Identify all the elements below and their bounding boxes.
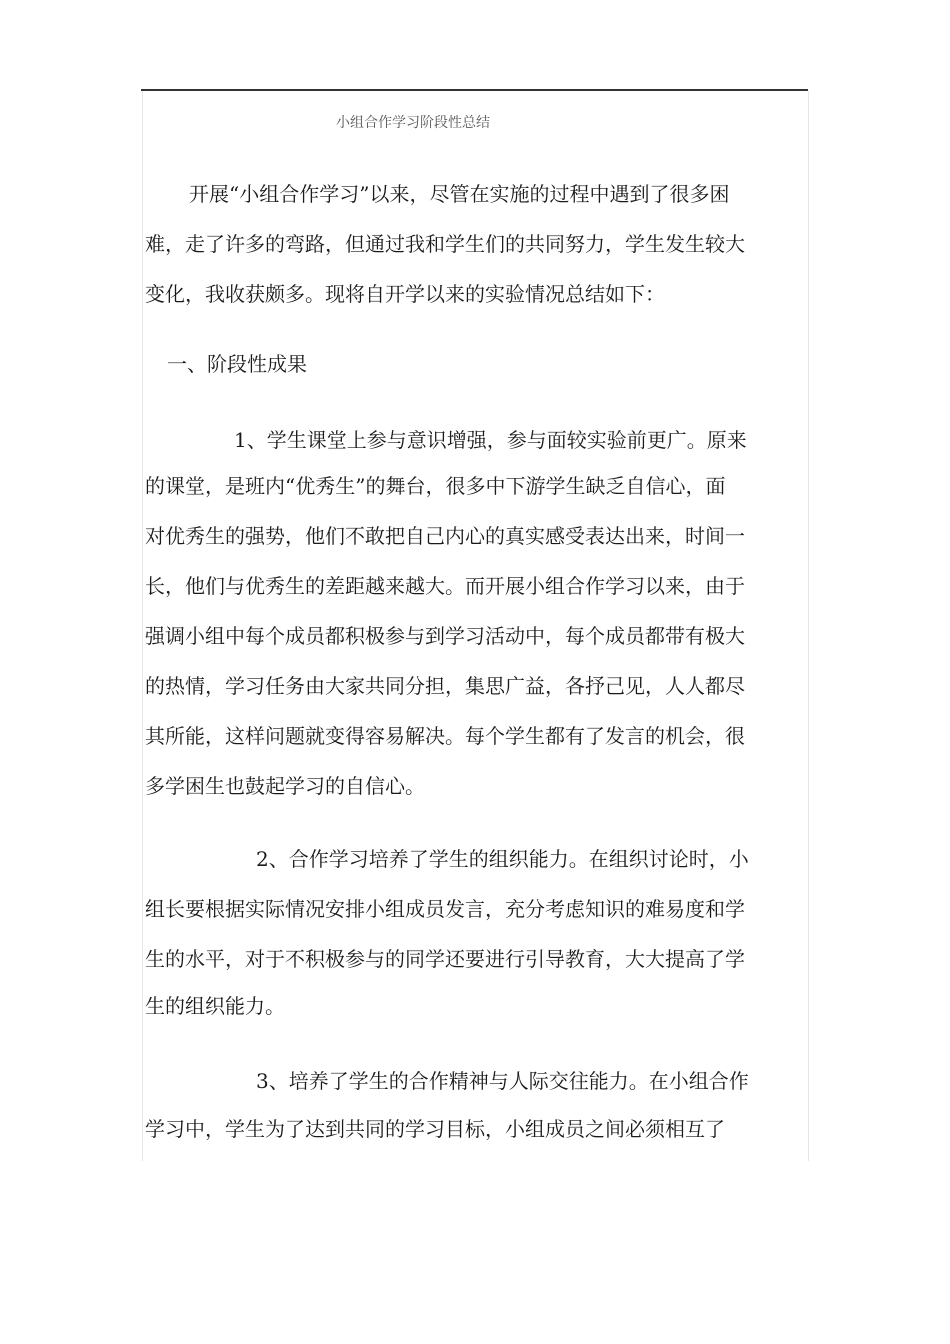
- section-heading: 一、阶段性成果: [167, 352, 307, 376]
- paragraph-line: 强调小组中每个成员都积极参与到学习活动中，每个成员都带有极大: [145, 624, 745, 648]
- paragraph-line: 的课堂，是班内“优秀生”的舞台，很多中下游学生缺乏自信心，面: [145, 474, 726, 498]
- paragraph-line: 开展“小组合作学习”以来，尽管在实施的过程中遇到了很多困: [189, 182, 730, 206]
- paragraph-line: 的热情，学习任务由大家共同分担，集思广益，各抒己见，人人都尽: [145, 674, 745, 698]
- paragraph-line: 2、合作学习培养了学生的组织能力。在组织讨论时，小: [256, 847, 749, 871]
- paragraph-line: 长，他们与优秀生的差距越来越大。而开展小组合作学习以来，由于: [145, 574, 745, 598]
- paragraph-line: 1、学生课堂上参与意识增强，参与面较实验前更广。原来: [234, 428, 747, 452]
- paragraph-line: 难，走了许多的弯路，但通过我和学生们的共同努力，学生发生较大: [145, 232, 745, 256]
- paragraph-line: 变化，我收获颇多。现将自开学以来的实验情况总结如下：: [145, 282, 665, 306]
- paragraph-line: 组长要根据实际情况安排小组成员发言，充分考虑知识的难易度和学: [145, 897, 745, 921]
- paragraph-line: 其所能，这样问题就变得容易解决。每个学生都有了发言的机会，很: [145, 724, 745, 748]
- paragraph-line: 对优秀生的强势，他们不敢把自己内心的真实感受表达出来，时间一: [145, 524, 745, 548]
- paragraph-line: 生的组织能力。: [145, 994, 285, 1018]
- paragraph-line: 生的水平，对于不积极参与的同学还要进行引导教育，大大提高了学: [145, 947, 745, 971]
- header-rule: [141, 89, 808, 91]
- page-border-left: [142, 91, 143, 1161]
- paragraph-line: 学习中，学生为了达到共同的学习目标，小组成员之间必须相互了: [145, 1117, 725, 1141]
- paragraph-line: 3、培养了学生的合作精神与人际交往能力。在小组合作: [256, 1069, 749, 1093]
- page-border-right: [808, 91, 809, 1161]
- document-title: 小组合作学习阶段性总结: [336, 115, 490, 131]
- paragraph-line: 多学困生也鼓起学习的自信心。: [145, 774, 425, 798]
